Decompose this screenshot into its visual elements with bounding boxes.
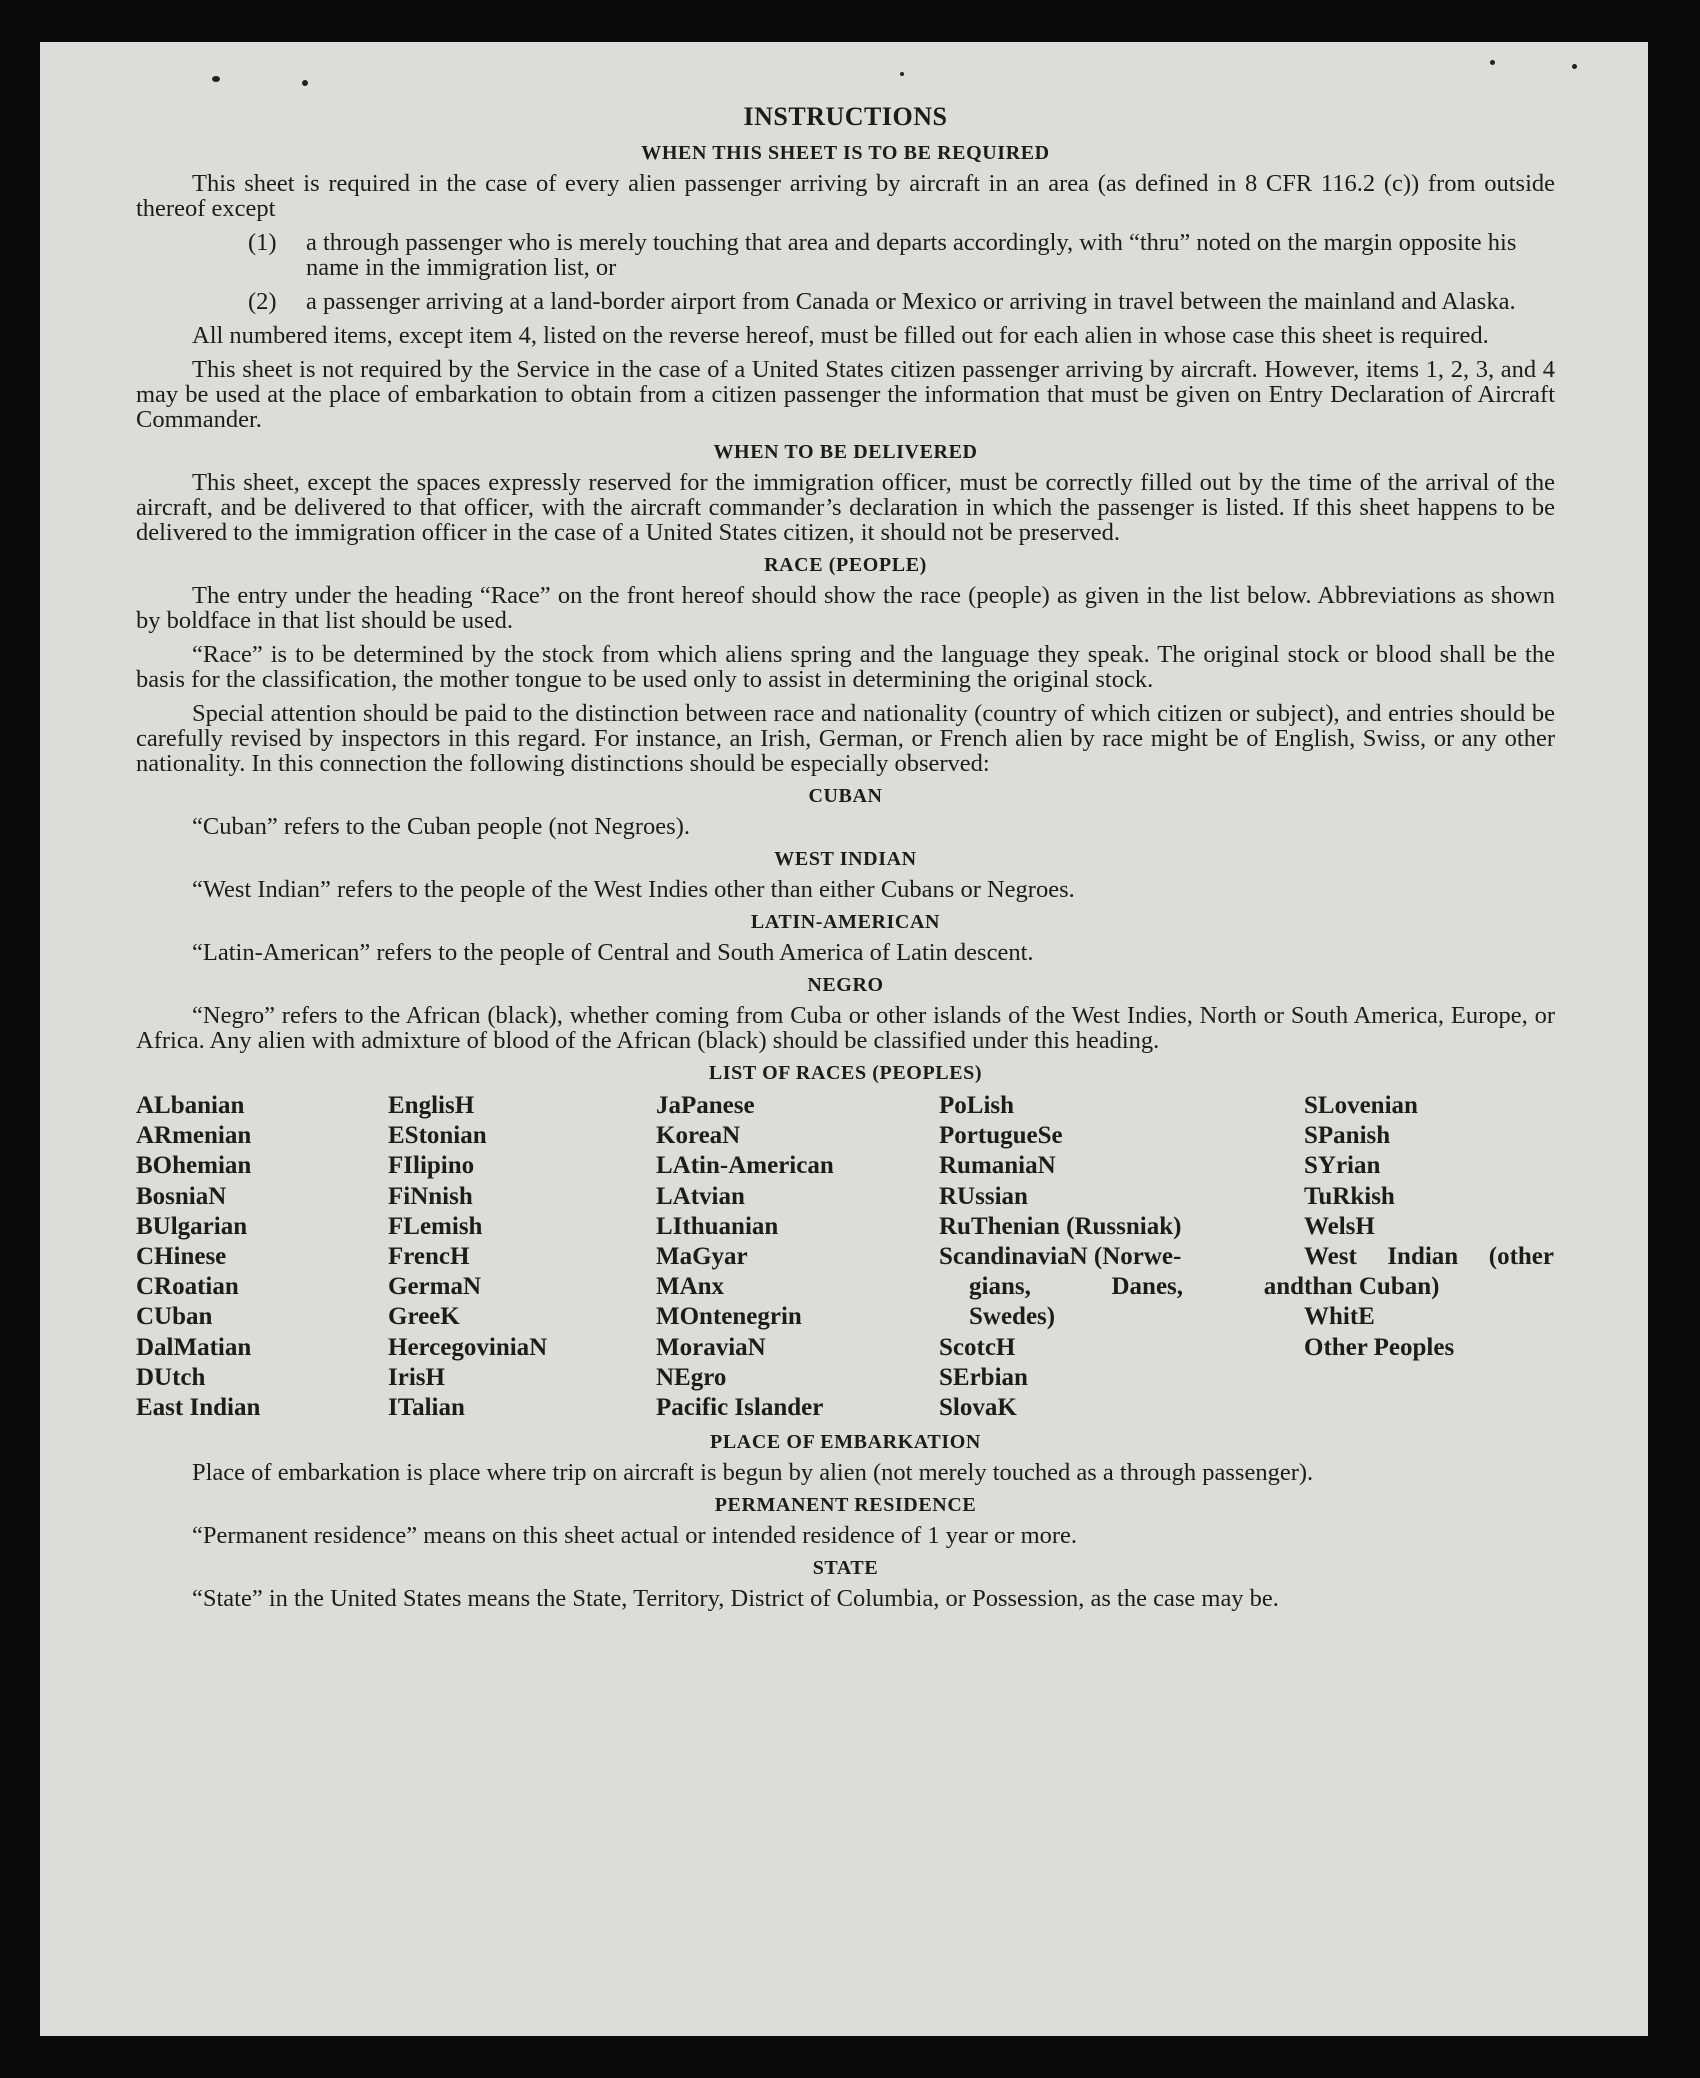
- race-entry: SErbian: [939, 1363, 1028, 1391]
- section-heading-required: WHEN THIS SHEET IS TO BE REQUIRED: [641, 142, 1050, 164]
- race-column: [656, 1091, 939, 1423]
- race-entry: BosniaN: [136, 1182, 227, 1210]
- speck: [1572, 64, 1577, 69]
- speck: [212, 76, 220, 82]
- race-column: [388, 1091, 656, 1423]
- speck: [302, 80, 308, 86]
- race-entry: West Indian (other: [1304, 1243, 1554, 1271]
- paragraph: Place of embarkation is place where trip on aircraft is begun by alien (not merely touched as a through passenger).: [192, 1459, 1314, 1487]
- race-entry: RUssian: [939, 1182, 1028, 1210]
- race-entry: SLovenian: [1304, 1092, 1418, 1119]
- race-entry: RuThenian (Russniak): [939, 1212, 1182, 1240]
- paragraph: “Latin-American” refers to the people of Central and South America of Latin descent.: [192, 939, 1034, 966]
- race-entry: MOntenegrin: [656, 1303, 802, 1331]
- section-heading-list-of-races: LIST OF RACES (PEOPLES): [708, 1062, 983, 1084]
- item-text: a passenger arriving at a land-border airport from Canada or Mexico or arriving in travel between the mainland and Alaska.: [306, 288, 1516, 315]
- race-entry: ALbanian: [136, 1092, 245, 1119]
- race-entry: ITalian: [388, 1394, 465, 1422]
- race-entry: SPanish: [1304, 1122, 1391, 1150]
- paragraph: “Permanent residence” means on this sheet actual or intended residence of 1 year or more.: [192, 1522, 1078, 1550]
- section-heading-race: RACE (PEOPLE): [764, 554, 927, 576]
- section-heading-latin-american: LATIN-AMERICAN: [750, 911, 941, 933]
- race-entry: PortugueSe: [939, 1122, 1063, 1150]
- paragraph: “Negro” refers to the African (black), whether coming from Cuba or other islands of the West Indies, North or South America, Europe, or Africa. Any alien with admixture of blood of the African (black) should be classified under this heading.: [136, 1002, 1555, 1054]
- race-entry: Other Peoples: [1304, 1333, 1455, 1361]
- paragraph: “Cuban” refers to the Cuban people (not Negroes).: [192, 813, 690, 840]
- race-entry: RumaniaN: [939, 1152, 1056, 1180]
- paragraph: The entry under the heading “Race” on the front hereof should show the race (people) as given in the list below. Abbreviations as shown by boldface in that list should be used.: [136, 582, 1555, 634]
- paragraph: All numbered items, except item 4, listed on the reverse hereof, must be filled out for each alien in whose case this sheet is required.: [192, 322, 1489, 349]
- race-entry: ARmenian: [136, 1122, 252, 1150]
- list-item: [136, 289, 1555, 314]
- race-entry: EnglisH: [388, 1092, 475, 1119]
- race-entry: JaPanese: [656, 1092, 755, 1119]
- race-list: [136, 1091, 1555, 1423]
- race-entry: EStonian: [388, 1122, 487, 1150]
- section-heading-cuban: CUBAN: [808, 785, 883, 807]
- speck: [1490, 60, 1495, 65]
- race-entry: DalMatian: [136, 1333, 252, 1361]
- race-entry: MaGyar: [656, 1243, 748, 1271]
- section-heading-state: STATE: [812, 1557, 879, 1580]
- race-entry: FrencH: [388, 1243, 470, 1271]
- paragraph: This sheet, except the spaces expressly reserved for the immigration officer, must be correctly filled out by the time of the arrival of the aircraft, and be delivered to that officer, with the aircraft commander’s declaration in which the passenger is listed. If this sheet happens to be delivered to the immigration officer in the case of a United States citizen, it should not be preserved.: [136, 469, 1555, 546]
- race-entry: FIlipino: [388, 1152, 475, 1180]
- race-entry: Swedes): [969, 1303, 1056, 1331]
- paragraph: “State” in the United States means the State, Territory, District of Columbia, or Possession, as the case may be.: [192, 1585, 1279, 1613]
- paragraph: This sheet is required in the case of every alien passenger arriving by aircraft in an area (as defined in 8 CFR 116.2 (c)) from outside thereof except: [136, 170, 1555, 222]
- speck: [900, 72, 904, 76]
- race-entry: MAnx: [656, 1273, 725, 1301]
- race-entry: GreeK: [388, 1303, 460, 1331]
- race-column: [136, 1091, 388, 1423]
- race-entry: ScandinaviaN (Norwe-: [939, 1243, 1182, 1271]
- page-title: INSTRUCTIONS: [743, 102, 948, 131]
- race-entry: FiNnish: [388, 1182, 473, 1210]
- race-entry: BUlgarian: [136, 1212, 248, 1240]
- race-entry: gians, Danes, and: [969, 1273, 1304, 1301]
- section-heading-embarkation: PLACE OF EMBARKATION: [710, 1431, 981, 1454]
- section-heading-west-indian: WEST INDIAN: [774, 848, 917, 870]
- race-column: [939, 1091, 1304, 1423]
- race-entry: HercegoviniaN: [388, 1333, 548, 1361]
- item-number: (2): [248, 288, 277, 315]
- race-entry: LAtin-American: [656, 1152, 834, 1180]
- race-entry: WelsH: [1304, 1212, 1375, 1240]
- race-entry: FLemish: [388, 1212, 483, 1240]
- paragraph: “Race” is to be determined by the stock from which aliens spring and the language they speak. The original stock or blood shall be the basis for the classification, the mother tongue to be used only to assist in determining the original stock.: [136, 641, 1555, 693]
- race-entry: PoLish: [939, 1092, 1015, 1119]
- race-entry: LIthuanian: [656, 1212, 779, 1240]
- race-column: [1304, 1091, 1554, 1423]
- document-page: [40, 42, 1648, 2036]
- item-number: (1): [248, 229, 277, 256]
- race-entry: GermaN: [388, 1273, 482, 1301]
- race-entry: CHinese: [136, 1243, 227, 1271]
- race-entry: CUban: [136, 1303, 213, 1331]
- race-entry: East Indian: [136, 1394, 261, 1422]
- list-item: [136, 230, 1555, 280]
- race-entry: IrisH: [388, 1363, 445, 1391]
- race-entry: TuRkish: [1304, 1182, 1395, 1210]
- section-heading-residence: PERMANENT RESIDENCE: [714, 1494, 977, 1517]
- race-entry: SlovaK: [939, 1394, 1017, 1422]
- race-entry: than Cuban): [1304, 1273, 1440, 1301]
- race-entry: DUtch: [136, 1363, 206, 1391]
- section-heading-delivered: WHEN TO BE DELIVERED: [713, 441, 978, 463]
- race-entry: KoreaN: [656, 1122, 741, 1150]
- race-entry: ScotcH: [939, 1333, 1016, 1361]
- race-entry: MoraviaN: [656, 1333, 766, 1361]
- section-heading-negro: NEGRO: [807, 974, 884, 996]
- race-entry: Pacific Islander: [656, 1394, 824, 1422]
- race-entry: LAtvian: [656, 1182, 745, 1210]
- race-entry: BOhemian: [136, 1152, 252, 1180]
- race-entry: NEgro: [656, 1363, 727, 1391]
- paragraph: Special attention should be paid to the distinction between race and nationality (country of which citizen or subject), and entries should be carefully revised by inspectors in this regard. For instance, an Irish, German, or French alien by race might be of English, Swiss, or any other nationality. In this connection the following distinctions should be especially observed:: [136, 700, 1555, 777]
- item-text: a through passenger who is merely touching that area and departs accordingly, with “thru” noted on the margin opposite his name in the immigration list, or: [306, 229, 1517, 281]
- paragraph: “West Indian” refers to the people of the West Indies other than either Cubans or Negroes.: [192, 876, 1075, 903]
- race-entry: CRoatian: [136, 1273, 239, 1301]
- race-entry: SYrian: [1304, 1152, 1381, 1180]
- paragraph: This sheet is not required by the Service in the case of a United States citizen passenger arriving by aircraft. However, items 1, 2, 3, and 4 may be used at the place of embarkation to obtain from a citizen passenger the information that must be given on Entry Declaration of Aircraft Commander.: [136, 356, 1555, 433]
- race-entry: WhitE: [1304, 1303, 1375, 1331]
